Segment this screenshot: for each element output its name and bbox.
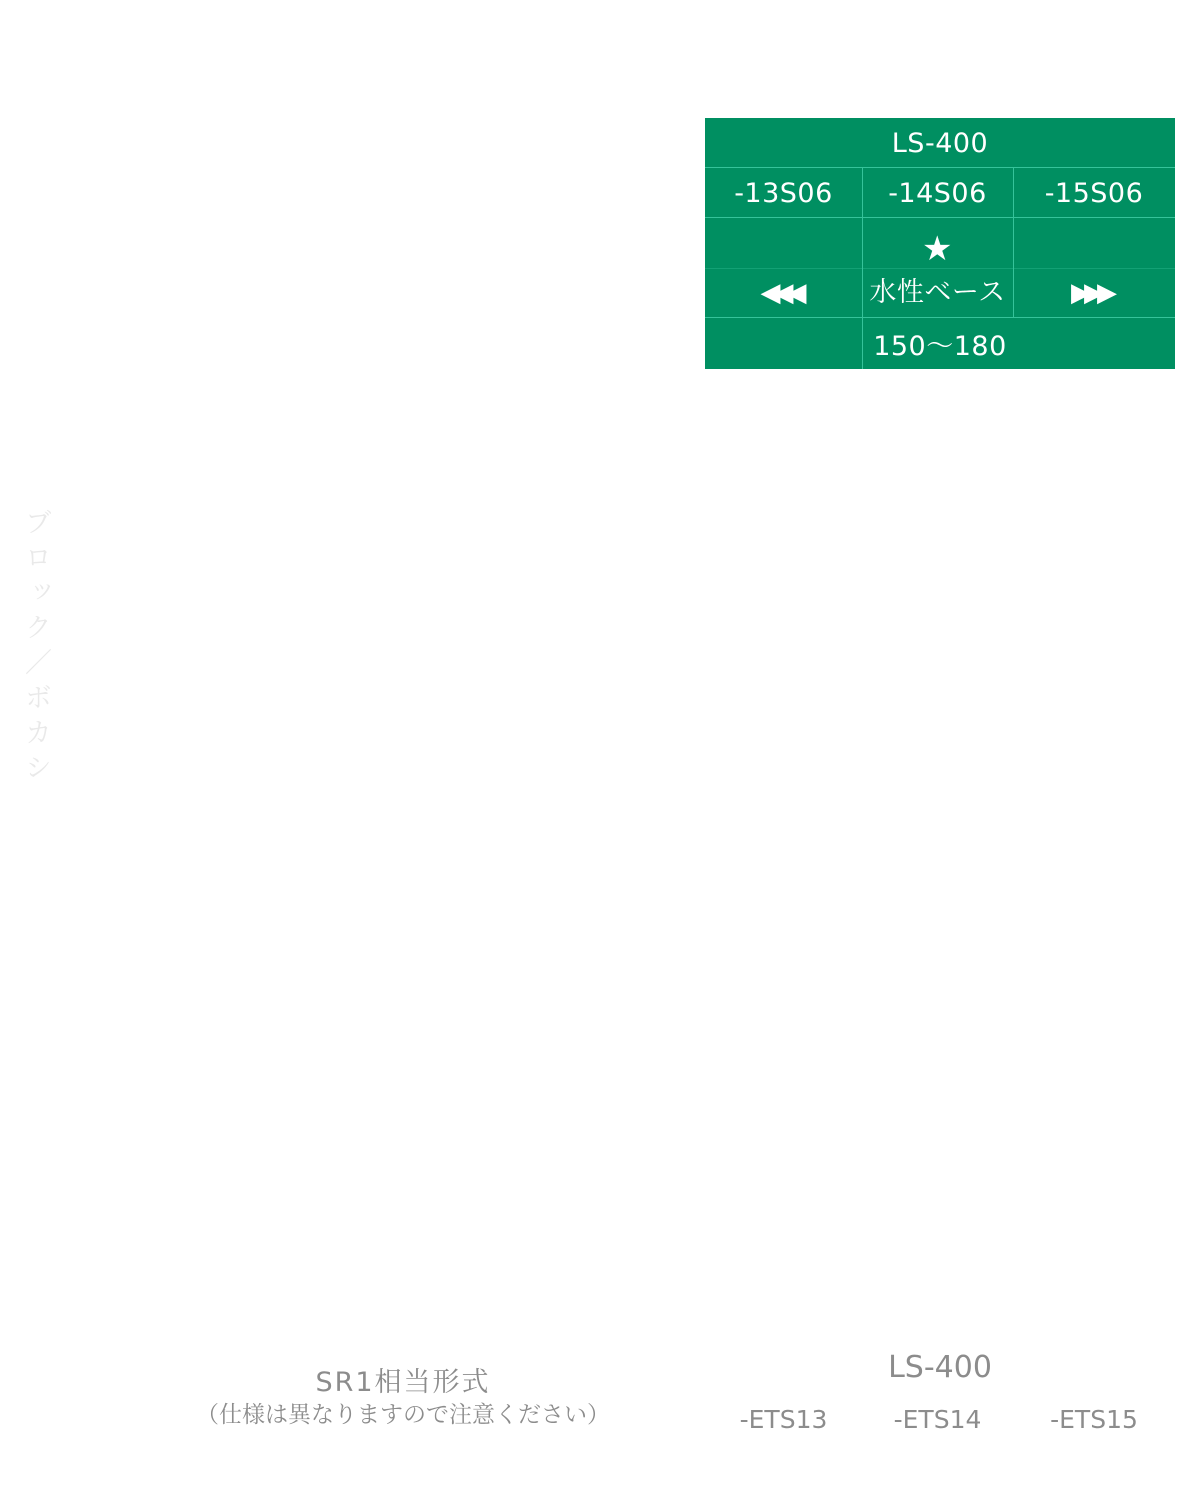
grid-line (1013, 168, 1014, 318)
left-arrows-icon: ◀◀◀ (760, 278, 800, 308)
sr1-title: SR1相当形式 (315, 1367, 491, 1398)
side-vertical-label: ブロック／ボカシ (20, 508, 51, 788)
spec-code-15: -15S06 (1044, 177, 1144, 209)
sr1-note: （仕様は異なりますので注意ください） (196, 1402, 610, 1428)
grid-line (705, 217, 1175, 218)
spec-code-14: -14S06 (888, 177, 987, 209)
spec-range-row (705, 318, 1175, 369)
grid-line (705, 317, 1175, 318)
bottom-code-14: -ETS14 (893, 1405, 982, 1434)
spec-model-name: LS-400 (891, 127, 989, 159)
spec-range-value: 150～180 (873, 331, 1007, 362)
star-icon: ★ (922, 229, 953, 269)
right-arrows-icon: ▶▶▶ (1071, 278, 1110, 308)
bottom-code-13: -ETS13 (739, 1405, 828, 1434)
bottom-code-15: -ETS15 (1050, 1405, 1138, 1434)
grid-line (862, 168, 863, 369)
spec-code-13: -13S06 (734, 177, 833, 209)
grid-line (705, 268, 1175, 269)
bottom-model-name: LS-400 (888, 1350, 992, 1385)
water-base-label: 水性ベース (869, 277, 1006, 308)
spec-title-row (705, 118, 1175, 168)
spec-table (705, 118, 1175, 369)
grid-line (705, 167, 1175, 168)
spec-codes-row (705, 168, 1175, 218)
